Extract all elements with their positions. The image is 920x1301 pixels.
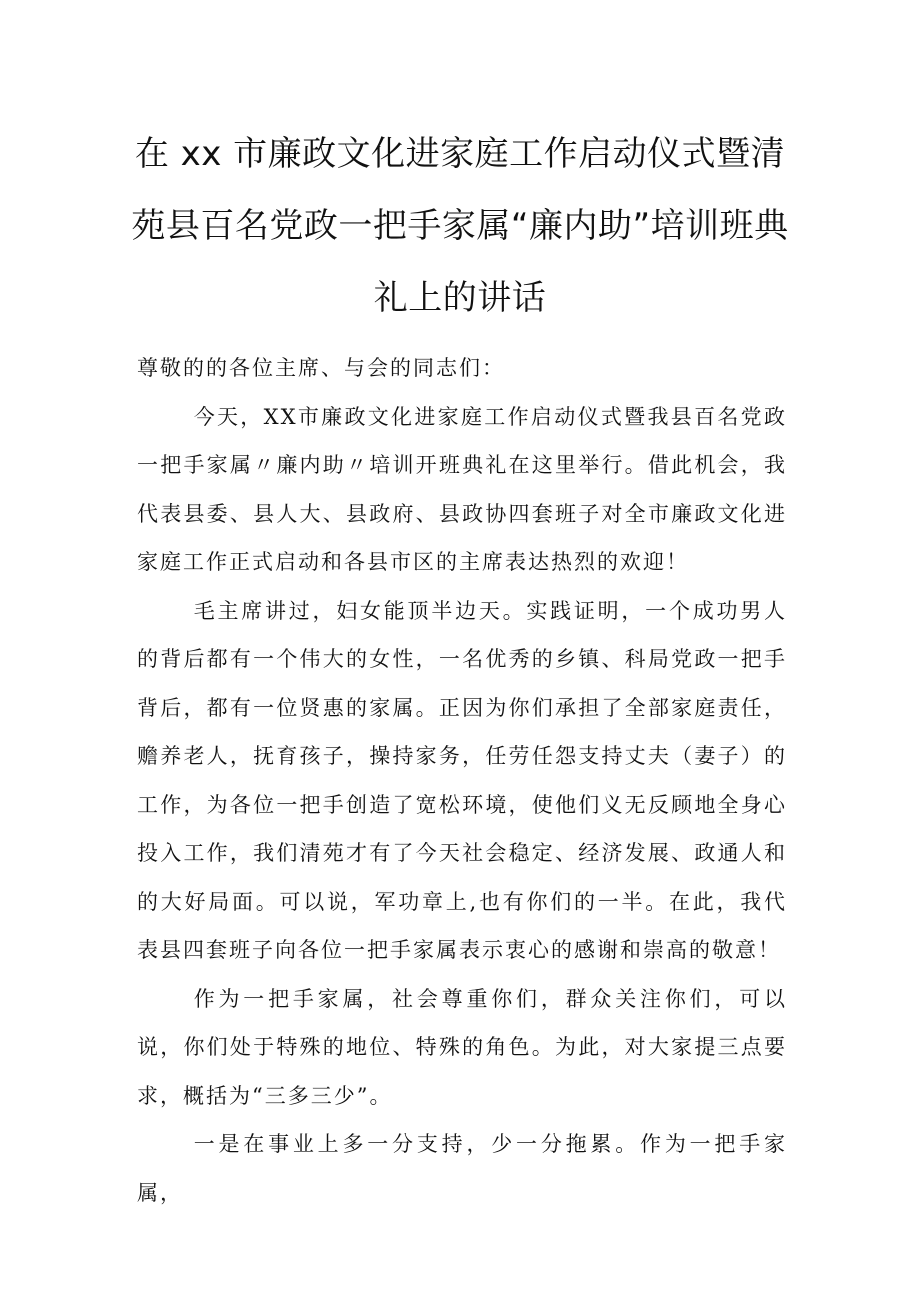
- title-line-1: 在 xx 市廉政文化进家庭工作启动仪式暨清: [134, 134, 786, 174]
- paragraph-2: 毛主席讲过，妇女能顶半边天。实践证明，一个成功男人的背后都有一个伟大的女性，一名优秀的乡镇、科局党政一把手背后，都有一位贤惠的家属。正因为你们承担了全部家庭责任，赡养老人，抚育孩子，操持家务，任劳任怨支持丈夫（妻子）的工作，为各位一把手创造了宽松环境，使他们义无反顾地全身心投入工作，我们清苑才有了今天社会稳定、经济发展、政通人和的大好局面。可以说，军功章上,也有你们的一半。在此，我代表县四套班子向各位一把手家属表示衷心的感谢和崇高的敬意！: [137, 598, 787, 962]
- paragraph-3: 作为一把手家属，社会尊重你们，群众关注你们，可以说，你们处于特殊的地位、特殊的角色。为此，对大家提三点要求，概括为“三多三少”。: [137, 986, 787, 1108]
- document-title: [110, 118, 810, 334]
- title-line-3: 礼上的讲话: [373, 278, 547, 318]
- title-line-2: 苑县百名党政一把手家属“廉内助”培训班典: [131, 206, 789, 246]
- document-body: [137, 344, 787, 1217]
- paragraph-4: 一是在事业上多一分支持，少一分拖累。作为一把手家属，: [137, 1132, 787, 1205]
- salutation: 尊敬的的各位主席、与会的同志们：: [137, 356, 505, 380]
- paragraph-1: 今天，XX市廉政文化进家庭工作启动仪式暨我县百名党政一把手家属〃廉内助〃培训开班典礼在这里举行。借此机会，我代表县委、县人大、县政府、县政协四套班子对全市廉政文化进家庭工作正式启动和各县市区的主席表达热烈的欢迎！: [137, 404, 787, 574]
